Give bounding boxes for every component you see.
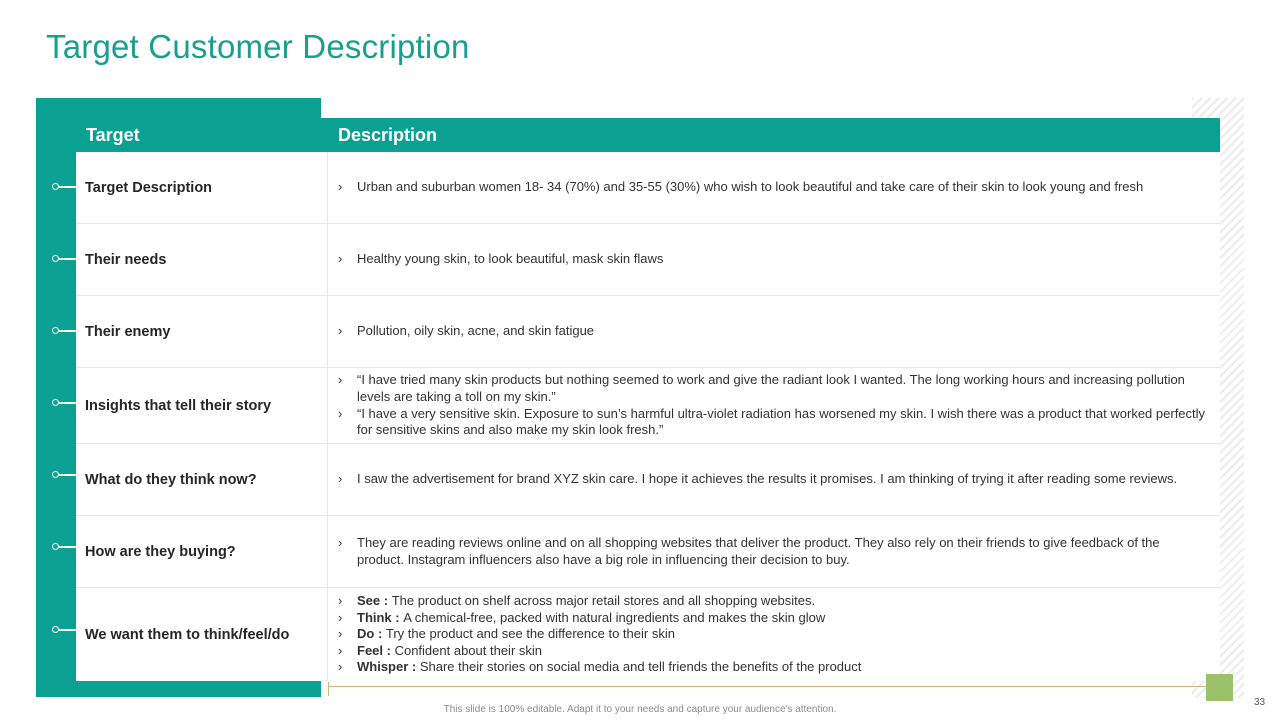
bullet-text: Confident about their skin [394, 642, 543, 658]
chevron-right-icon: › [338, 405, 343, 421]
row-label: Target Description [85, 179, 213, 196]
row-connector-icon [52, 183, 76, 193]
chevron-right-icon: › [338, 642, 343, 658]
circle-icon [52, 399, 59, 406]
connector-line [59, 330, 76, 332]
row-label: What do they think now? [85, 471, 257, 488]
chevron-right-icon: › [338, 593, 343, 609]
description-bullet [338, 406, 1210, 439]
chevron-right-icon: › [338, 471, 343, 487]
bullet-text: I saw the advertisement for brand XYZ skin care. I hope it achieves the results it promises. I am thinking of trying it after reading some reviews. [357, 471, 1178, 487]
description-bullet [338, 372, 1210, 405]
row-description [338, 516, 1210, 587]
description-bullet [338, 251, 1210, 268]
bullet-text: The product on shelf across major retail stores and all shopping websites. [391, 593, 816, 609]
page-number: 33 [1254, 697, 1266, 708]
bullet-text: “I have tried many skin products but nothing seemed to work and give the radiant look I wanted. The long working hours and increasing pollution levels are taking a toll on my skin.” [357, 372, 1185, 404]
row-description [338, 296, 1210, 367]
green-accent-square [1206, 674, 1233, 701]
table-row [76, 368, 1220, 444]
bottom-tick [328, 682, 329, 696]
bullet-text: Pollution, oily skin, acne, and skin fatigue [357, 323, 595, 339]
chevron-right-icon: › [338, 659, 343, 675]
description-bullet [338, 179, 1210, 196]
slide-title: Target Customer Description [46, 28, 470, 65]
chevron-right-icon: › [338, 372, 343, 388]
table-row [76, 296, 1220, 368]
row-description [338, 444, 1210, 515]
connector-line [59, 546, 76, 548]
row-label: Insights that tell their story [85, 397, 272, 414]
row-description [338, 368, 1210, 443]
connector-line [59, 474, 76, 476]
circle-icon [52, 327, 59, 334]
bottom-accent-line [328, 686, 1212, 687]
circle-icon [52, 255, 59, 262]
row-label: Their enemy [85, 323, 171, 340]
table-header-bar [76, 118, 1220, 152]
bullet-lead: Whisper : [357, 659, 420, 675]
table-row [76, 588, 1220, 681]
circle-icon [52, 471, 59, 478]
row-connector-icon [52, 626, 76, 636]
description-bullet [338, 471, 1210, 488]
connector-line [59, 402, 76, 404]
table-row [76, 444, 1220, 516]
circle-icon [52, 626, 59, 633]
row-label: We want them to think/feel/do [85, 626, 290, 643]
bullet-lead: Feel : [357, 642, 395, 658]
row-connector-icon [52, 471, 76, 481]
row-description [338, 588, 1210, 681]
header-target: Target [86, 125, 140, 145]
description-bullet [338, 593, 1210, 610]
bullet-text: Try the product and see the difference to their skin [385, 626, 675, 642]
row-connector-icon [52, 543, 76, 553]
table-row [76, 152, 1220, 224]
row-connector-icon [52, 255, 76, 265]
description-bullet [338, 610, 1210, 627]
row-connector-icon [52, 399, 76, 409]
bullet-lead: See : [357, 593, 392, 609]
row-description [338, 224, 1210, 295]
bullet-text: Healthy young skin, to look beautiful, mask skin flaws [357, 251, 664, 267]
connector-line [59, 258, 76, 260]
header-description: Description [338, 125, 438, 145]
chevron-right-icon: › [338, 626, 343, 642]
bullet-text: A chemical-free, packed with natural ingredients and makes the skin glow [403, 609, 826, 625]
bullet-text: “I have a very sensitive skin. Exposure to sun’s harmful ultra-violet radiation has worsened my skin. I wish there was a product that worked perfectly for sensitive skins and also make my skin look fresh.” [357, 405, 1206, 438]
description-bullet [338, 535, 1210, 568]
bullet-text: Urban and suburban women 18- 34 (70%) and 35-55 (30%) who wish to look beautiful and take care of their skin to look young and fresh [357, 179, 1144, 195]
bullet-text: They are reading reviews online and on all shopping websites that deliver the product. They also rely on their friends to give feedback of the product. Instagram influencers also have a big role in influencing their decision to buy. [357, 534, 1160, 567]
circle-icon [52, 183, 59, 190]
chevron-right-icon: › [338, 609, 343, 625]
circle-icon [52, 543, 59, 550]
connector-line [59, 186, 76, 188]
footer-note: This slide is 100% editable. Adapt it to your needs and capture your audience's attention. [443, 704, 837, 715]
bullet-text: Share their stories on social media and tell friends the benefits of the product [419, 659, 862, 675]
connector-line [59, 629, 76, 631]
row-description [338, 152, 1210, 223]
description-bullet [338, 643, 1210, 660]
chevron-right-icon: › [338, 179, 343, 195]
table-row [76, 224, 1220, 296]
row-label: Their needs [85, 251, 167, 268]
bullet-lead: Do : [357, 626, 386, 642]
chevron-right-icon: › [338, 323, 343, 339]
chevron-right-icon: › [338, 534, 343, 550]
bullet-lead: Think : [357, 609, 404, 625]
description-bullet [338, 323, 1210, 340]
chevron-right-icon: › [338, 251, 343, 267]
row-label: How are they buying? [85, 543, 236, 560]
description-bullet [338, 626, 1210, 643]
table-row [76, 516, 1220, 588]
description-bullet [338, 659, 1210, 676]
row-connector-icon [52, 327, 76, 337]
